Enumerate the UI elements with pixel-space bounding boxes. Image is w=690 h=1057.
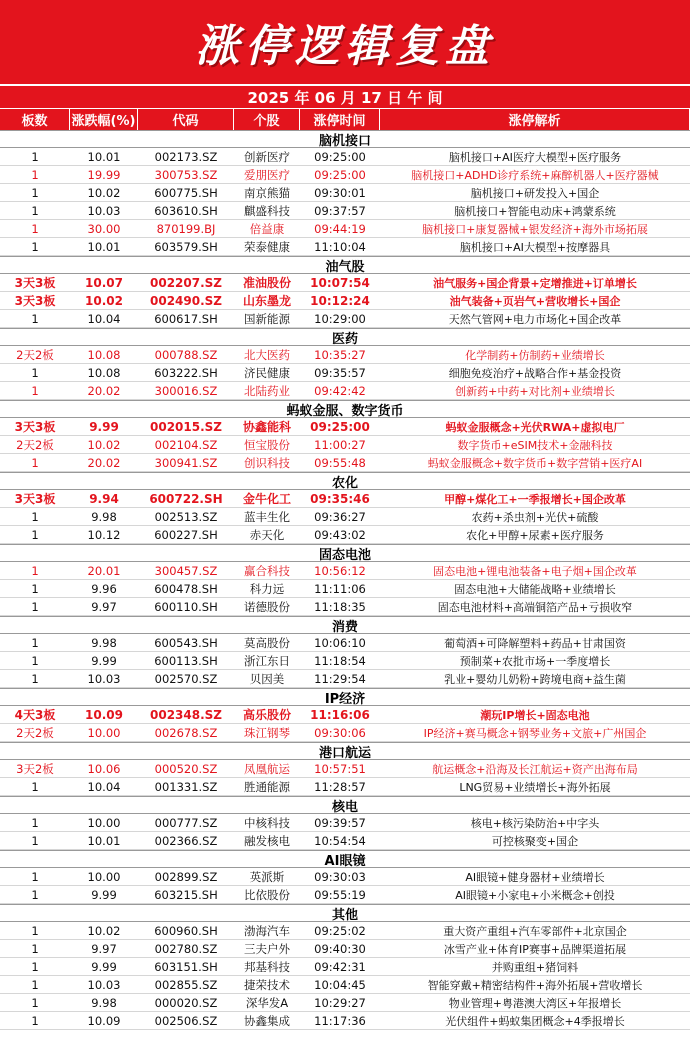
cell-pct: 10.03 xyxy=(87,977,121,992)
cell-stock: 济民健康 xyxy=(244,365,290,380)
cell-time: 11:28:57 xyxy=(314,779,366,794)
cell-reason: 油气服务+国企背景+定增推进+订单增长 xyxy=(433,276,637,290)
cell-code: 002366.SZ xyxy=(154,833,218,848)
table-row xyxy=(0,454,690,472)
cell-time: 10:29:27 xyxy=(314,995,366,1010)
table-row xyxy=(0,670,690,688)
cell-board: 1 xyxy=(31,941,39,956)
cell-reason: 固态电池+锂电池装备+电子烟+国企改革 xyxy=(433,564,637,578)
cell-board: 1 xyxy=(31,833,39,848)
cell-board: 1 xyxy=(31,653,39,668)
cell-stock: 高乐股份 xyxy=(242,708,291,722)
cell-time: 09:55:48 xyxy=(314,455,366,470)
cell-reason: 物业管理+粤港澳大湾区+年报增长 xyxy=(448,996,622,1010)
cell-reason: 固态电池材料+高端铜箔产品+亏损收窄 xyxy=(437,600,633,614)
cell-time: 10:12:24 xyxy=(310,293,370,308)
cell-pct: 9.99 xyxy=(91,887,117,902)
cell-code: 300753.SZ xyxy=(154,167,218,182)
cell-code: 600543.SH xyxy=(154,635,218,650)
cell-board: 4天3板 xyxy=(14,708,56,722)
cell-stock: 爱朋医疗 xyxy=(244,167,290,182)
cell-reason: 脑机接口+研发投入+国企 xyxy=(470,186,600,200)
cell-board: 1 xyxy=(31,203,39,218)
cell-pct: 10.02 xyxy=(87,923,121,938)
cell-code: 300941.SZ xyxy=(154,455,218,470)
cell-board: 1 xyxy=(31,977,39,992)
section-header: 港口航运 xyxy=(0,742,690,760)
table-row xyxy=(0,526,690,544)
cell-stock: 荣泰健康 xyxy=(244,239,290,254)
cell-reason: 乳业+婴幼儿奶粉+跨境电商+益生菌 xyxy=(444,672,626,686)
table-row xyxy=(0,310,690,328)
section-header: 消费 xyxy=(0,616,690,634)
section-header: 核电 xyxy=(0,796,690,814)
cell-reason: 天然气管网+电力市场化+国企改革 xyxy=(448,312,622,326)
table-row xyxy=(0,724,690,742)
cell-board: 3天2板 xyxy=(16,761,54,776)
cell-stock: 诺德股份 xyxy=(244,599,290,614)
cell-time: 11:16:06 xyxy=(310,707,370,722)
cell-code: 002780.SZ xyxy=(154,941,218,956)
cell-time: 09:43:02 xyxy=(314,527,366,542)
cell-pct: 10.02 xyxy=(87,437,121,452)
cell-board: 3天3板 xyxy=(14,294,56,308)
cell-pct: 30.00 xyxy=(87,221,121,236)
cell-reason: 脑机接口+AI医疗大模型+医疗服务 xyxy=(448,150,622,164)
cell-board: 1 xyxy=(31,311,39,326)
cell-stock: 协鑫能科 xyxy=(242,420,291,434)
cell-code: 002570.SZ xyxy=(154,671,218,686)
cell-pct: 10.08 xyxy=(87,365,121,380)
header-stock: 个股 xyxy=(234,109,300,130)
cell-code: 002348.SZ xyxy=(150,707,222,722)
cell-board: 1 xyxy=(31,959,39,974)
cell-time: 09:37:57 xyxy=(314,203,366,218)
cell-reason: 脑机接口+ADHD诊疗系统+麻醉机器人+医疗器械 xyxy=(411,168,659,182)
cell-reason: 潮玩IP增长+固态电池 xyxy=(480,708,590,722)
cell-stock: 邦基科技 xyxy=(244,959,290,974)
cell-code: 000520.SZ xyxy=(154,761,218,776)
cell-pct: 10.01 xyxy=(87,833,121,848)
cell-pct: 10.02 xyxy=(87,185,121,200)
section-header: 蚂蚁金服、数字货币 xyxy=(0,400,690,418)
table-row xyxy=(0,976,690,994)
table-row xyxy=(0,778,690,796)
cell-pct: 10.07 xyxy=(85,275,123,290)
cell-pct: 9.99 xyxy=(91,653,117,668)
cell-reason: IP经济+赛马概念+钢琴业务+文旅+广州国企 xyxy=(423,726,647,740)
cell-pct: 10.09 xyxy=(87,1013,121,1028)
cell-stock: 科力远 xyxy=(249,581,285,596)
cell-reason: AI眼镜+健身器材+业绩增长 xyxy=(465,870,605,884)
cell-stock: 协鑫集成 xyxy=(244,1013,290,1028)
cell-time: 10:29:00 xyxy=(314,311,366,326)
table-row xyxy=(0,562,690,580)
cell-stock: 深华发A xyxy=(245,995,289,1010)
cell-stock: 南京熊猫 xyxy=(244,185,290,200)
banner-title: 涨停逻辑复盘 xyxy=(195,21,495,72)
cell-time: 11:18:54 xyxy=(314,653,366,668)
table-row xyxy=(0,202,690,220)
cell-time: 10:35:27 xyxy=(314,347,366,362)
cell-time: 11:17:36 xyxy=(314,1013,366,1028)
cell-board: 1 xyxy=(31,221,39,236)
cell-board: 1 xyxy=(31,671,39,686)
cell-board: 1 xyxy=(31,239,39,254)
cell-board: 1 xyxy=(31,1013,39,1028)
table-row xyxy=(0,1012,690,1030)
cell-stock: 贝因美 xyxy=(249,671,285,686)
cell-reason: 葡萄酒+可降解塑料+药品+甘肃国资 xyxy=(444,636,626,650)
cell-code: 002513.SZ xyxy=(154,509,218,524)
cell-code: 002899.SZ xyxy=(154,869,218,884)
cell-stock: 莫高股份 xyxy=(244,635,290,650)
cell-reason: 数字货币+eSIM技术+金融科技 xyxy=(457,438,613,452)
table-row xyxy=(0,238,690,256)
cell-pct: 10.00 xyxy=(87,815,121,830)
table-row xyxy=(0,760,690,778)
table-row xyxy=(0,274,690,292)
cell-reason: 化学制药+仿制药+业绩增长 xyxy=(465,348,605,362)
table-row xyxy=(0,166,690,184)
cell-pct: 10.04 xyxy=(87,779,121,794)
cell-board: 3天3板 xyxy=(14,276,56,290)
cell-pct: 9.96 xyxy=(91,581,117,596)
cell-board: 1 xyxy=(31,365,39,380)
header-pct: 涨跌幅(%) xyxy=(70,109,138,130)
cell-reason: 冰雪产业+体育IP赛事+品牌渠道拓展 xyxy=(443,942,627,956)
cell-pct: 9.98 xyxy=(91,509,117,524)
cell-pct: 10.03 xyxy=(87,671,121,686)
cell-pct: 10.02 xyxy=(85,293,123,308)
section-header: 油气股 xyxy=(0,256,690,274)
table-row xyxy=(0,706,690,724)
cell-board: 3天3板 xyxy=(14,492,56,506)
cell-code: 000788.SZ xyxy=(154,347,218,362)
cell-time: 09:30:03 xyxy=(314,869,366,884)
section-header: 医药 xyxy=(0,328,690,346)
cell-stock: 胜通能源 xyxy=(244,779,290,794)
table-row xyxy=(0,868,690,886)
cell-time: 11:18:35 xyxy=(314,599,366,614)
cell-pct: 10.12 xyxy=(87,527,121,542)
cell-time: 09:30:06 xyxy=(314,725,366,740)
cell-board: 1 xyxy=(31,923,39,938)
cell-pct: 19.99 xyxy=(87,167,121,182)
cell-time: 09:44:19 xyxy=(314,221,366,236)
cell-time: 09:25:00 xyxy=(310,419,370,434)
cell-stock: 融发核电 xyxy=(244,833,290,848)
cell-board: 1 xyxy=(31,509,39,524)
cell-reason: 蚂蚁金服概念+光伏RWA+虚拟电厂 xyxy=(445,420,625,434)
cell-board: 1 xyxy=(31,149,39,164)
cell-pct: 10.00 xyxy=(87,869,121,884)
table-row xyxy=(0,814,690,832)
cell-stock: 金牛化工 xyxy=(242,492,291,506)
table-row xyxy=(0,346,690,364)
cell-time: 10:04:45 xyxy=(314,977,366,992)
cell-stock: 中核科技 xyxy=(244,815,290,830)
cell-pct: 10.00 xyxy=(87,725,121,740)
header-board: 板数 xyxy=(0,109,70,130)
cell-code: 603610.SH xyxy=(154,203,218,218)
cell-code: 600617.SH xyxy=(154,311,218,326)
cell-reason: 智能穿戴+精密结构件+海外拓展+营收增长 xyxy=(427,978,643,992)
cell-reason: 甲醇+煤化工+一季报增长+国企改革 xyxy=(444,492,626,506)
cell-board: 2天2板 xyxy=(16,437,54,452)
cell-stock: 蓝丰生化 xyxy=(244,509,290,524)
cell-board: 1 xyxy=(31,887,39,902)
banner xyxy=(0,0,690,84)
cell-time: 11:00:27 xyxy=(314,437,366,452)
table-row xyxy=(0,292,690,310)
cell-code: 600960.SH xyxy=(154,923,218,938)
cell-reason: AI眼镜+小家电+小米概念+创投 xyxy=(455,888,615,902)
cell-board: 1 xyxy=(31,779,39,794)
cell-time: 11:29:54 xyxy=(314,671,366,686)
table-row xyxy=(0,148,690,166)
cell-stock: 比依股份 xyxy=(244,887,290,902)
cell-code: 870199.BJ xyxy=(156,221,216,236)
cell-pct: 10.03 xyxy=(87,203,121,218)
cell-code: 002015.SZ xyxy=(150,419,222,434)
header-code: 代码 xyxy=(138,109,234,130)
cell-stock: 赢合科技 xyxy=(244,563,290,578)
cell-code: 002855.SZ xyxy=(154,977,218,992)
cell-code: 300457.SZ xyxy=(154,563,218,578)
cell-time: 09:35:57 xyxy=(314,365,366,380)
cell-board: 2天2板 xyxy=(16,725,54,740)
cell-stock: 凤凰航运 xyxy=(244,761,290,776)
cell-reason: 农药+杀虫剂+光伏+硫酸 xyxy=(471,510,599,524)
cell-stock: 麒盛科技 xyxy=(244,203,290,218)
cell-board: 1 xyxy=(31,869,39,884)
section-header: 固态电池 xyxy=(0,544,690,562)
table-row xyxy=(0,886,690,904)
cell-stock: 渤海汽车 xyxy=(244,923,290,938)
cell-reason: 核电+核污染防治+中字头 xyxy=(470,816,600,830)
cell-board: 1 xyxy=(31,167,39,182)
cell-pct: 9.94 xyxy=(89,491,119,506)
cell-time: 09:55:19 xyxy=(314,887,366,902)
cell-time: 09:25:02 xyxy=(314,923,366,938)
cell-stock: 浙江东日 xyxy=(244,653,290,668)
cell-pct: 20.02 xyxy=(87,383,121,398)
cell-reason: 脑机接口+康复器械+银发经济+海外市场拓展 xyxy=(422,222,648,236)
cell-time: 09:25:00 xyxy=(314,149,366,164)
section-header: 其他 xyxy=(0,904,690,922)
date-bar: 2025 年 06 月 17 日 午 间 xyxy=(0,84,690,108)
cell-board: 1 xyxy=(31,455,39,470)
table-row xyxy=(0,940,690,958)
header-reason: 涨停解析 xyxy=(380,109,690,130)
cell-reason: 创新药+中药+对比剂+业绩增长 xyxy=(455,384,615,398)
cell-board: 1 xyxy=(31,635,39,650)
cell-time: 09:42:42 xyxy=(314,383,366,398)
table-row xyxy=(0,580,690,598)
section-header: 脑机接口 xyxy=(0,130,690,148)
cell-code: 002173.SZ xyxy=(154,149,218,164)
cell-stock: 山东墨龙 xyxy=(242,294,291,308)
cell-reason: 预制菜+农批市场+一季度增长 xyxy=(459,654,611,668)
cell-code: 603579.SH xyxy=(154,239,218,254)
cell-time: 09:36:27 xyxy=(314,509,366,524)
cell-stock: 国新能源 xyxy=(244,311,290,326)
cell-stock: 准油股份 xyxy=(242,276,291,290)
cell-time: 10:56:12 xyxy=(314,563,366,578)
cell-stock: 珠江钢琴 xyxy=(244,725,290,740)
cell-stock: 捷荣技术 xyxy=(244,977,290,992)
table-row xyxy=(0,508,690,526)
cell-pct: 10.06 xyxy=(87,761,121,776)
table-row xyxy=(0,364,690,382)
cell-code: 300016.SZ xyxy=(154,383,218,398)
cell-board: 3天3板 xyxy=(14,420,56,434)
cell-reason: 固态电池+大储能战略+业绩增长 xyxy=(454,582,616,596)
cell-pct: 9.99 xyxy=(91,959,117,974)
cell-reason: 可控核聚变+国企 xyxy=(491,834,579,848)
table-row xyxy=(0,832,690,850)
table-header xyxy=(0,108,690,130)
table-row xyxy=(0,922,690,940)
cell-reason: 航运概念+沿海及长江航运+资产出海布局 xyxy=(432,762,638,776)
cell-time: 10:07:54 xyxy=(310,275,370,290)
table-row xyxy=(0,598,690,616)
cell-code: 603222.SH xyxy=(154,365,218,380)
cell-board: 1 xyxy=(31,995,39,1010)
cell-reason: 重大资产重组+汽车零部件+北京国企 xyxy=(443,924,627,938)
cell-board: 1 xyxy=(31,185,39,200)
cell-code: 600227.SH xyxy=(154,527,218,542)
cell-code: 001331.SZ xyxy=(154,779,218,794)
cell-pct: 20.01 xyxy=(87,563,121,578)
table-row xyxy=(0,418,690,436)
cell-code: 000777.SZ xyxy=(154,815,218,830)
cell-reason: LNG贸易+业绩增长+海外拓展 xyxy=(459,780,611,794)
cell-board: 1 xyxy=(31,599,39,614)
cell-code: 002207.SZ xyxy=(150,275,222,290)
cell-pct: 9.98 xyxy=(91,995,117,1010)
cell-pct: 9.98 xyxy=(91,635,117,650)
cell-code: 002490.SZ xyxy=(150,293,222,308)
cell-code: 600113.SH xyxy=(154,653,218,668)
cell-code: 603215.SH xyxy=(154,887,218,902)
cell-reason: 脑机接口+AI大模型+按摩器具 xyxy=(459,240,611,254)
table-body xyxy=(0,130,690,1030)
cell-code: 600722.SH xyxy=(149,491,223,506)
cell-stock: 倍益康 xyxy=(249,221,285,236)
cell-reason: 脑机接口+智能电动床+鸿蒙系统 xyxy=(454,204,616,218)
cell-code: 002678.SZ xyxy=(154,725,218,740)
table-row xyxy=(0,490,690,508)
table-row xyxy=(0,184,690,202)
cell-board: 1 xyxy=(31,383,39,398)
cell-code: 000020.SZ xyxy=(154,995,218,1010)
cell-code: 600775.SH xyxy=(154,185,218,200)
table-row xyxy=(0,634,690,652)
cell-time: 11:11:06 xyxy=(314,581,366,596)
cell-stock: 北陆药业 xyxy=(244,383,290,398)
cell-code: 600478.SH xyxy=(154,581,218,596)
cell-stock: 赤天化 xyxy=(249,527,285,542)
cell-reason: 细胞免疫治疗+战略合作+基金投资 xyxy=(448,366,622,380)
cell-time: 09:30:01 xyxy=(314,185,366,200)
cell-pct: 10.08 xyxy=(87,347,121,362)
table-row xyxy=(0,436,690,454)
cell-code: 002506.SZ xyxy=(154,1013,218,1028)
table-row xyxy=(0,382,690,400)
cell-pct: 20.02 xyxy=(87,455,121,470)
cell-board: 1 xyxy=(31,815,39,830)
cell-time: 10:54:54 xyxy=(314,833,366,848)
cell-stock: 创识科技 xyxy=(244,455,290,470)
cell-pct: 10.01 xyxy=(87,149,121,164)
cell-stock: 恒宝股份 xyxy=(244,437,290,452)
cell-board: 2天2板 xyxy=(16,347,54,362)
cell-time: 10:06:10 xyxy=(314,635,366,650)
cell-time: 10:57:51 xyxy=(314,761,366,776)
cell-time: 11:10:04 xyxy=(314,239,366,254)
cell-code: 002104.SZ xyxy=(154,437,218,452)
cell-reason: 农化+甲醇+尿素+医疗服务 xyxy=(466,528,604,542)
table-row xyxy=(0,652,690,670)
table-row xyxy=(0,220,690,238)
cell-stock: 三夫户外 xyxy=(244,941,290,956)
cell-reason: 油气装备+页岩气+营收增长+国企 xyxy=(449,294,621,308)
cell-pct: 9.97 xyxy=(91,599,117,614)
header-time: 涨停时间 xyxy=(300,109,380,130)
cell-pct: 10.04 xyxy=(87,311,121,326)
cell-code: 603151.SH xyxy=(154,959,218,974)
cell-pct: 9.97 xyxy=(91,941,117,956)
cell-board: 1 xyxy=(31,527,39,542)
table-row xyxy=(0,958,690,976)
cell-pct: 10.09 xyxy=(85,707,123,722)
cell-reason: 并购重组+猪饲料 xyxy=(491,960,579,974)
cell-pct: 10.01 xyxy=(87,239,121,254)
cell-board: 1 xyxy=(31,563,39,578)
cell-reason: 光伏组件+蚂蚁集团概念+4季报增长 xyxy=(445,1014,625,1028)
table-row xyxy=(0,994,690,1012)
cell-stock: 北大医药 xyxy=(244,347,290,362)
cell-reason: 蚂蚁金服概念+数字货币+数字营销+医疗AI xyxy=(427,456,643,470)
cell-stock: 英派斯 xyxy=(249,869,285,884)
cell-pct: 9.99 xyxy=(89,419,119,434)
cell-time: 09:42:31 xyxy=(314,959,366,974)
cell-board: 1 xyxy=(31,581,39,596)
cell-stock: 创新医疗 xyxy=(244,149,290,164)
cell-time: 09:39:57 xyxy=(314,815,366,830)
cell-code: 600110.SH xyxy=(154,599,218,614)
section-header: 农化 xyxy=(0,472,690,490)
cell-time: 09:40:30 xyxy=(314,941,366,956)
cell-time: 09:35:46 xyxy=(310,491,370,506)
section-header: IP经济 xyxy=(0,688,690,706)
section-header: AI眼镜 xyxy=(0,850,690,868)
cell-time: 09:25:00 xyxy=(314,167,366,182)
